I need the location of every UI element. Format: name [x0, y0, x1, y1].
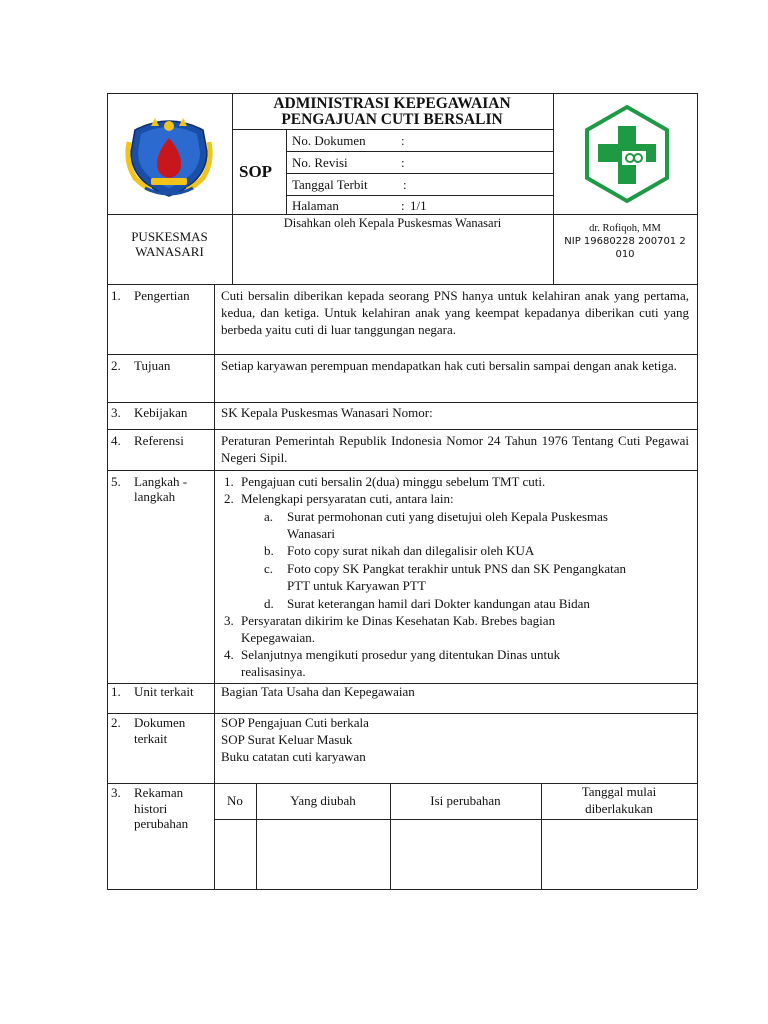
signer-name: dr. Rofiqoh, MM	[589, 223, 661, 234]
step-2-text: Melengkapi persyaratan cuti, antara lain:	[241, 491, 454, 506]
kebijakan-text: SK Kepala Puskesmas Wanasari Nomor:	[221, 405, 433, 420]
substep-a-line1: Surat permohonan cuti yang disetujui oleh Kepala Puskesmas	[287, 509, 608, 524]
doc-title-line1: ADMINISTRASI KEPEGAWAIAN	[273, 95, 511, 112]
field-halaman-label: Halaman	[292, 198, 339, 213]
field-no-dokumen-sep: :	[401, 133, 405, 148]
row-sep-3	[107, 429, 697, 430]
title-bottom	[232, 129, 553, 130]
step-2-num: 2.	[224, 491, 234, 506]
border-header-bottom	[107, 284, 697, 285]
rekaman-label-line3: perubahan	[134, 816, 189, 831]
field-no-revisi-sep: :	[401, 155, 405, 170]
rekaman-num: 3.	[111, 785, 121, 800]
substep-b-line1: Foto copy surat nikah dan dilegalisir oleh KUA	[287, 543, 535, 558]
rekaman-label-line1: Rekaman	[134, 785, 184, 800]
step-3-line1: Persyaratan dikirim ke Dinas Kesehatan Kab. Brebes bagian	[241, 613, 556, 628]
pengertian-label: Pengertian	[134, 288, 190, 303]
regency-seal-icon	[121, 112, 217, 198]
step-3-line2: Kepegawaian.	[241, 630, 315, 645]
langkah-label-line2: langkah	[134, 489, 176, 504]
doc-row-2	[286, 173, 553, 174]
border-top	[107, 93, 697, 94]
langkah-num: 5.	[111, 474, 121, 489]
history-header-bottom	[214, 819, 697, 820]
pengertian-text: Cuti bersalin diberikan kepada seorang PNS hanya untuk kelahiran anak yang pertama, kedua, dan ketiga. Untuk kelahiran anak yang keempat kepadanya diberikan cuti yang berbeda yaitu cuti di luar tanggungan negara.	[221, 288, 689, 337]
substep-d-num: d.	[264, 596, 274, 611]
sop-label: SOP	[239, 162, 273, 181]
step-1-text: Pengajuan cuti bersalin 2(dua) minggu sebelum TMT cuti.	[241, 474, 546, 489]
dokumen-terkait-num: 2.	[111, 715, 121, 730]
tujuan-num: 2.	[111, 358, 121, 373]
approved-by: Disahkan oleh Kepala Puskesmas Wanasari	[283, 216, 502, 230]
substep-c-line1: Foto copy SK Pangkat terakhir untuk PNS dan SK Pengangkatan	[287, 561, 627, 576]
row-sep-6	[107, 713, 697, 714]
dokumen-terkait-item-3: Buku catatan cuti karyawan	[221, 749, 366, 764]
history-col-tanggal-line2: diberlakukan	[585, 801, 653, 816]
referensi-text: Peraturan Pemerintah Republik Indonesia Nomor 24 Tahun 1976 Tentang Cuti Pegawai Negeri Sipil.	[221, 433, 689, 465]
tujuan-text: Setiap karyawan perempuan mendapatkan hak cuti bersalin sampai dengan anak ketiga.	[221, 358, 677, 373]
sop-divider	[286, 129, 287, 214]
border-bottom	[107, 889, 697, 890]
dokumen-terkait-item-1: SOP Pengajuan Cuti berkala	[221, 715, 369, 730]
unit-terkait-num: 1.	[111, 684, 121, 699]
referensi-label: Referensi	[134, 433, 184, 448]
row-sep-1	[107, 354, 697, 355]
substep-a-num: a.	[264, 509, 274, 524]
dokumen-terkait-label-line2: terkait	[134, 731, 168, 746]
signer-nip-line2: 010	[615, 249, 635, 260]
pengertian-num: 1.	[111, 288, 121, 303]
header-right-split	[553, 214, 697, 215]
history-col-no: No	[227, 793, 243, 808]
history-col-tanggal-line1: Tanggal mulai	[581, 784, 657, 799]
dokumen-terkait-item-2: SOP Surat Keluar Masuk	[221, 732, 353, 747]
langkah-label-line1: Langkah -	[134, 474, 188, 489]
doc-row-3	[286, 195, 553, 196]
border-left	[107, 93, 108, 889]
kebijakan-num: 3.	[111, 405, 121, 420]
substep-a-line2: Wanasari	[287, 526, 336, 541]
border-right	[697, 93, 698, 889]
unit-terkait-label: Unit terkait	[134, 684, 194, 699]
step-1-num: 1.	[224, 474, 234, 489]
referensi-num: 4.	[111, 433, 121, 448]
field-no-revisi-label: No. Revisi	[292, 155, 348, 170]
tujuan-label: Tujuan	[134, 358, 171, 373]
dokumen-terkait-label-line1: Dokumen	[134, 715, 186, 730]
step-4-line1: Selanjutnya mengikuti prosedur yang ditentukan Dinas untuk	[241, 647, 561, 662]
substep-d-line1: Surat keterangan hamil dari Dokter kandungan atau Bidan	[287, 596, 590, 611]
field-halaman-value: 1/1	[410, 198, 427, 213]
substep-c-num: c.	[264, 561, 274, 576]
rekaman-label-line2: histori	[134, 801, 168, 816]
row-sep-4	[107, 470, 697, 471]
header-left-split	[107, 214, 232, 215]
step-4-line2: realisasinya.	[241, 664, 306, 679]
field-no-dokumen-label: No. Dokumen	[292, 133, 366, 148]
puskesmas-logo-icon	[582, 104, 672, 204]
unit-terkait-text: Bagian Tata Usaha dan Kepegawaian	[221, 684, 415, 699]
substep-b-num: b.	[264, 543, 274, 558]
step-3-num: 3.	[224, 613, 234, 628]
doc-title-line2: PENGAJUAN CUTI BERSALIN	[281, 111, 503, 128]
step-4-num: 4.	[224, 647, 234, 662]
history-col-yang-diubah: Yang diubah	[290, 793, 356, 808]
substep-c-line2: PTT untuk Karyawan PTT	[287, 578, 426, 593]
row-sep-2	[107, 402, 697, 403]
history-col-isi-perubahan: Isi perubahan	[430, 793, 501, 808]
signer-nip-line1: NIP 19680228 200701 2	[564, 236, 686, 247]
doc-row-1	[286, 151, 553, 152]
org-name-line1: PUSKESMAS	[131, 229, 208, 244]
field-halaman-sep: :	[401, 198, 405, 213]
kebijakan-label: Kebijakan	[134, 405, 188, 420]
field-tanggal-terbit-label: Tanggal Terbit	[292, 177, 368, 192]
org-name-line2: WANASARI	[135, 244, 204, 259]
field-tanggal-terbit-sep: :	[403, 177, 407, 192]
